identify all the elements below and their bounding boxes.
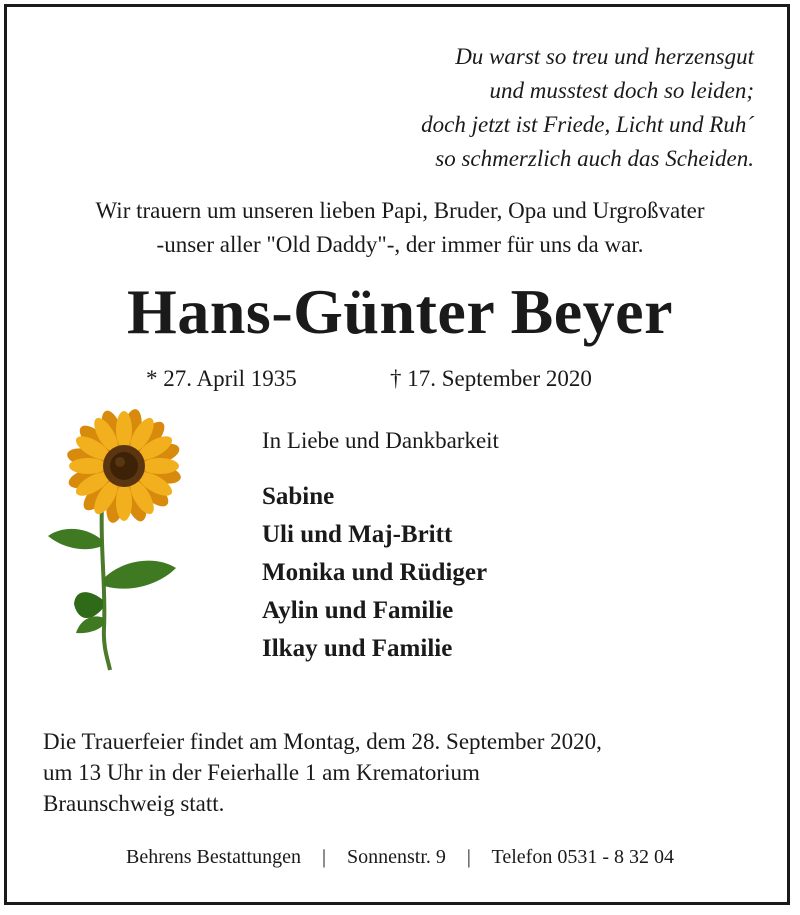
poem-line: doch jetzt ist Friede, Licht und Ruh´: [421, 112, 754, 137]
mourner-name: Sabine: [262, 483, 335, 510]
funeral-home-phone: Telefon 0531 - 8 32 04: [491, 846, 674, 868]
mourner-name: Uli und Maj-Britt: [262, 521, 453, 548]
mourner-name: Monika und Rüdiger: [262, 559, 488, 586]
ceremony-line: um 13 Uhr in der Feierhalle 1 am Krematorium: [43, 760, 480, 785]
sunflower-icon: [40, 408, 190, 673]
footer-separator: |: [466, 846, 471, 868]
gratitude-line: In Liebe und Dankbarkeit: [262, 428, 499, 453]
poem: [234, 40, 754, 176]
intro-line: Wir trauern um unseren lieben Papi, Bruder, Opa und Urgroßvater: [95, 198, 705, 223]
funeral-home-name: Behrens Bestattungen: [126, 846, 301, 868]
mourning-intro: [0, 194, 800, 262]
poem-line: und musstest doch so leiden;: [489, 78, 754, 103]
ceremony-info: [43, 726, 602, 819]
poem-line: so schmerzlich auch das Scheiden.: [435, 146, 754, 171]
mourner-name: Aylin und Familie: [262, 597, 454, 624]
mourners-list: [262, 478, 487, 668]
ceremony-line: Braunschweig statt.: [43, 791, 225, 816]
funeral-home-footer: [0, 842, 800, 872]
intro-line: -unser aller "Old Daddy"-, der immer für uns da war.: [156, 232, 644, 257]
poem-line: Du warst so treu und herzensgut: [455, 44, 754, 69]
deceased-name: Hans-Günter Beyer: [127, 276, 673, 347]
mourner-name: Ilkay und Familie: [262, 635, 453, 662]
birth-date: * 27. April 1935: [146, 366, 297, 391]
death-date: † 17. September 2020: [390, 366, 592, 391]
ceremony-line: Die Trauerfeier findet am Montag, dem 28. September 2020,: [43, 729, 602, 754]
funeral-home-address: Sonnenstr. 9: [346, 846, 446, 868]
footer-separator: |: [321, 846, 326, 868]
